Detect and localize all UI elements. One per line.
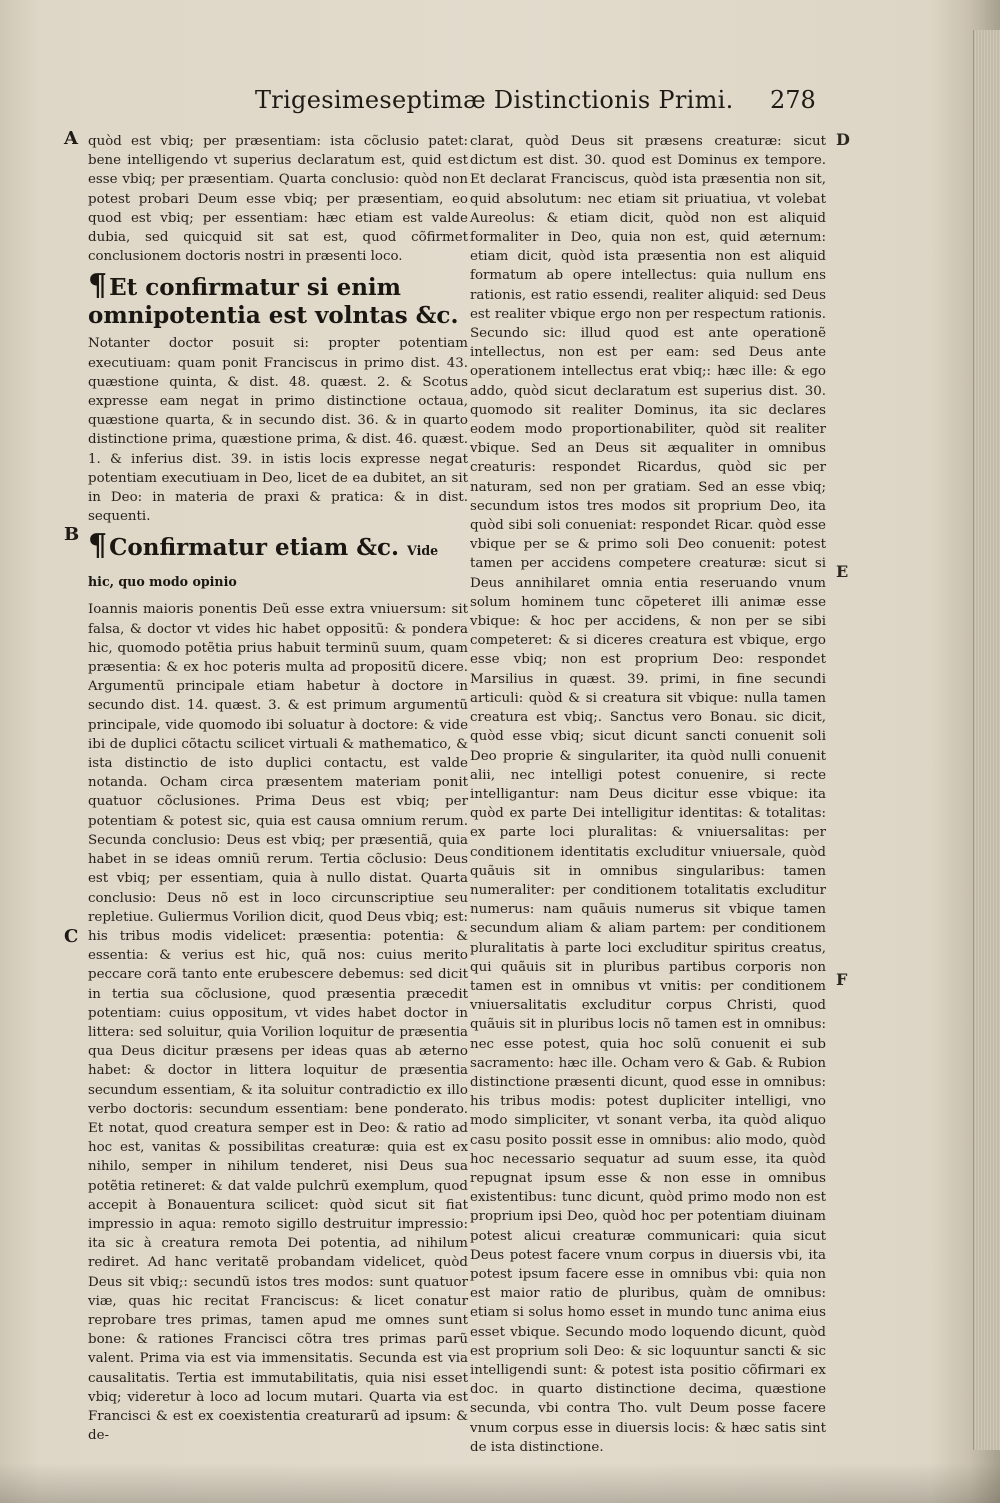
left-paragraph-1: quòd est vbiq; per præsentiam: ista cõclusio patet: bene intelligendo vt superius declaratum est, quid est esse vbiq; per præsentiam. Quarta conclusio: quòd non potest probari Deum esse vbiq; per præsentiam, eo quod est vbiq; per essentiam: hæc etiam est valde dubia, sed quicquid sit sat est, quod cõfirmet conclusionem doctoris nostri in præsenti loco. (88, 134, 468, 265)
margin-letter-f: F (836, 970, 848, 989)
section-heading-2-text: Confirmatur etiam &c. (109, 534, 400, 562)
page-fore-edge (973, 30, 1000, 1450)
side-note: Vide hic, quo modo opinio (88, 543, 439, 590)
margin-letter-b: B (64, 524, 80, 545)
running-title: Trigesimeseptimæ Distinctionis Primi. (255, 86, 734, 114)
section-heading-2 (88, 528, 468, 596)
page-number: 278 (770, 86, 816, 114)
right-paragraph-1: clarat, quòd Deus sit præsens creaturæ: sicut dictum est dist. 30. quod est Dominus ex tempore. Et declarat Franciscus, quòd ista præsentia non sit, quid absolutum: nec etiam sit priuatiua, vt volebat Aureolus: & etiam dicit, quòd non est aliquid formaliter in Deo, quia non est, quid æternum: etiam dicit, quòd ista præsentia non est aliquid formatum ab opere intellectus: quia nullum ens rationis, est ratio essendi, realiter aliquid: sed Deus est realiter vbique ergo non per respectum rationis. Secundo sic: illud quod est ante operationẽ intellectus, non est per eam: sed Deus ante operationem intellectus erat vbiq;: hæc ille: & ego addo, quòd sicut declaratum est superius dist. 30. quomodo sit realiter Dominus, ita sic declares eodem modo proportionabiliter, quòd sit realiter vbique. Sed an Deus sit æqualiter in omnibus creaturis: respondet Ricardus, quòd sic per naturam, sed non per gratiam. Sed an esse vbiq; secundum istos tres modos sit proprium Deo, ita quòd sibi soli conueniat: respondet Ricar. quòd esse vbique per se & primo soli Deo conuenit: potest tamen per accidens competere creaturæ: sicut si Deus annihilaret omnia entia reseruando vnum solum hominem tunc cõpeteret illi animæ esse vbique: & hoc per accidens, & non per se sibi competeret: & si diceres creatura est vbique, ergo esse vbiq; non est proprium Deo: respondet Marsilius in quæst. 39. primi, in fine secundi articuli: quòd & si creatura sit vbique: nulla tamen creatura est vbiq;. Sanctus vero Bonau. sic dicit, quòd esse vbiq; sicut dicunt sancti conuenit soli Deo proprie & singulariter, ita quòd nulli conuenit alii, nec intelligi potest conuenire, si recte intelligantur: nam Deus dicitur esse vbique: ita quòd ex parte Dei intelligitur identitas: & totalitas: ex parte loci pluralitas: & vniuersalitas: per conditionem identitatis excluditur vniuersale, quòd quãuis sit in omnibus singularibus: tamen numeraliter: per conditionem totalitatis excluditur numerus: nam quãuis numerus sit vbique tamen secundum aliam & aliam partem: per conditionem pluralitatis à parte loci excluditur spiritus creatus, qui quãuis sit in pluribus partibus corporis non tamen est in omnibus vt vnitis: per conditionem vniuersalitatis excluditur corpus Christi, quod quãuis sit in pluribus locis nõ tamen est in omnibus: nec esse potest, quia hoc solũ conuenit ei sub sacramento: hæc ille. Ocham vero & Gab. & Rubion distinctione præsenti dicunt, quod esse in omnibus: his tribus modis: potest dupliciter intelligi, vno modo simpliciter, vt sonant verba, ita quòd aliquo casu posito possit esse in omnibus: alio modo, quòd hoc necessario sequatur ad suum esse, ita quòd repugnat ipsum esse & non esse in omnibus existentibus: tunc dicunt, quòd primo modo non est proprium ipsi Deo, quòd hoc per potentiam diuinam potest alicui creaturæ communicari: quia sicut Deus potest facere vnum corpus in diuersis vbi, ita potest ipsum facere esse in omnibus vbi: quia non est maior ratio de pluribus, quàm de omnibus: etiam si solus homo esset in mundo tunc anima eius esset vbique. Secundo modo loquendo dicunt, quòd est proprium soli Deo: & sic loquuntur sancti & sic intelligendi sunt: & potest ista positio cõfirmari ex doc. in quarto distinctione decima, quæstione secunda, vbi contra Tho. vult Deum posse facere vnum corpus esse in diuersis locis: & hæc satis sint de ista distinctione. (470, 134, 826, 1455)
margin-letter-a: A (64, 128, 78, 149)
paragraph-mark-icon: ¶ (88, 268, 108, 304)
margin-letter-c: C (64, 926, 79, 947)
margin-letter-e: E (836, 562, 849, 581)
section-heading-1 (88, 268, 468, 330)
right-column (470, 132, 826, 1455)
left-paragraph-2: Notanter doctor posuit si: propter potentiam executiuam: quam ponit Franciscus in primo dist. 43. quæstione quinta, & dist. 48. quæst. 2. & Scotus expresse eam negat in primo distinctione octaua, quæstione quarta, & in secundo dist. 36. & in quarto distinctione prima, quæstione prima, & dist. 46. quæst. 1. & inferius dist. 39. in istis locis expresse negat potentiam executiuam in Deo, licet de ea dubitet, an sit in Deo: in materia de praxi & pratica: & in dist. sequenti. (88, 336, 468, 525)
page-shadow (0, 1463, 1000, 1503)
left-paragraph-3: Ioannis maioris ponentis Deũ esse extra vniuersum: sit falsa, & doctor vt vides hic habet oppositũ: & pondera hic, quomodo potẽtia prius habuit terminũ suum, quam præsentia: & ex hoc poteris multa ad propositũ dicere. Argumentũ principale etiam habetur à doctore in secundo dist. 14. quæst. 3. & est primum argumentũ principale, vide quomodo ibi soluatur à doctore: & vide ibi de duplici cõtactu scilicet virtuali & mathematico, & ista distinctio de isto duplici contactu, est valde notanda. Ocham circa præsentem materiam ponit quatuor cõclusiones. Prima Deus est vbiq; per potentiam & potest sic, quia est causa omnium rerum. Secunda conclusio: Deus est vbiq; per præsentiã, quia habet in se ideas omniũ rerum. Tertia cõclusio: Deus est vbiq; per essentiam, quia à nullo distat. Quarta conclusio: Deus nõ est in loco circunscriptiue seu repletiue. Guliermus Vorilion dicit, quod Deus vbiq; est: his tribus modis videlicet: præsentia: potentia: & essentia: & verius est hic, quã nos: cuius merito peccare corã tanto ente erubescere debemus: sed dicit in tertia sua cõclusione, quod præsentia præcedit potentiam: cuius oppositum, vt vides habet doctor in littera: sed soluitur, quia Vorilion loquitur de præsentia qua Deus dicitur præsens per ideas quas ab æterno habet: & doctor in littera loquitur de præsentia secundum essentiam, & ita soluitur contradictio ex illo verbo doctoris: secundum essentiam: bene ponderato. Et notat, quod creatura semper est in Deo: & ratio ad hoc est, vanitas & possibilitas creaturæ: quia est ex nihilo, semper in nihilum tenderet, nisi Deus sua potẽtia retineret: & dat valde pulchrũ exemplum, quod accepit à Bonauentura scilicet: quòd sicut sit fiat impressio in aqua: remoto sigillo destruitur impressio: ita sic à creatura remota Dei potentia, ad nihilum rediret. Ad hanc veritatẽ probandam videlicet, quòd Deus sit vbiq;: secundũ istos tres modos: sunt quatuor viæ, quas hic recitat Franciscus: & licet conatur reprobare tres primas, tamen apud me omnes sunt bone: & rationes Francisci cõtra tres primas parũ valent. Prima via est via immensitatis. Secunda est via causalitatis. Tertia est immutabilitatis, quia nisi esset vbiq; videretur à loco ad locum mutari. Quarta via est Francisci & est ex coexistentia creaturarũ ad ipsum: & de- (88, 602, 468, 1444)
section-heading-1-text: Et confirmatur si enim omnipotentia est volntas &c. (88, 274, 459, 330)
page-header (0, 86, 1000, 126)
left-column (88, 132, 468, 1444)
paragraph-mark-icon: ¶ (88, 528, 108, 564)
margin-letter-d: D (836, 130, 850, 149)
